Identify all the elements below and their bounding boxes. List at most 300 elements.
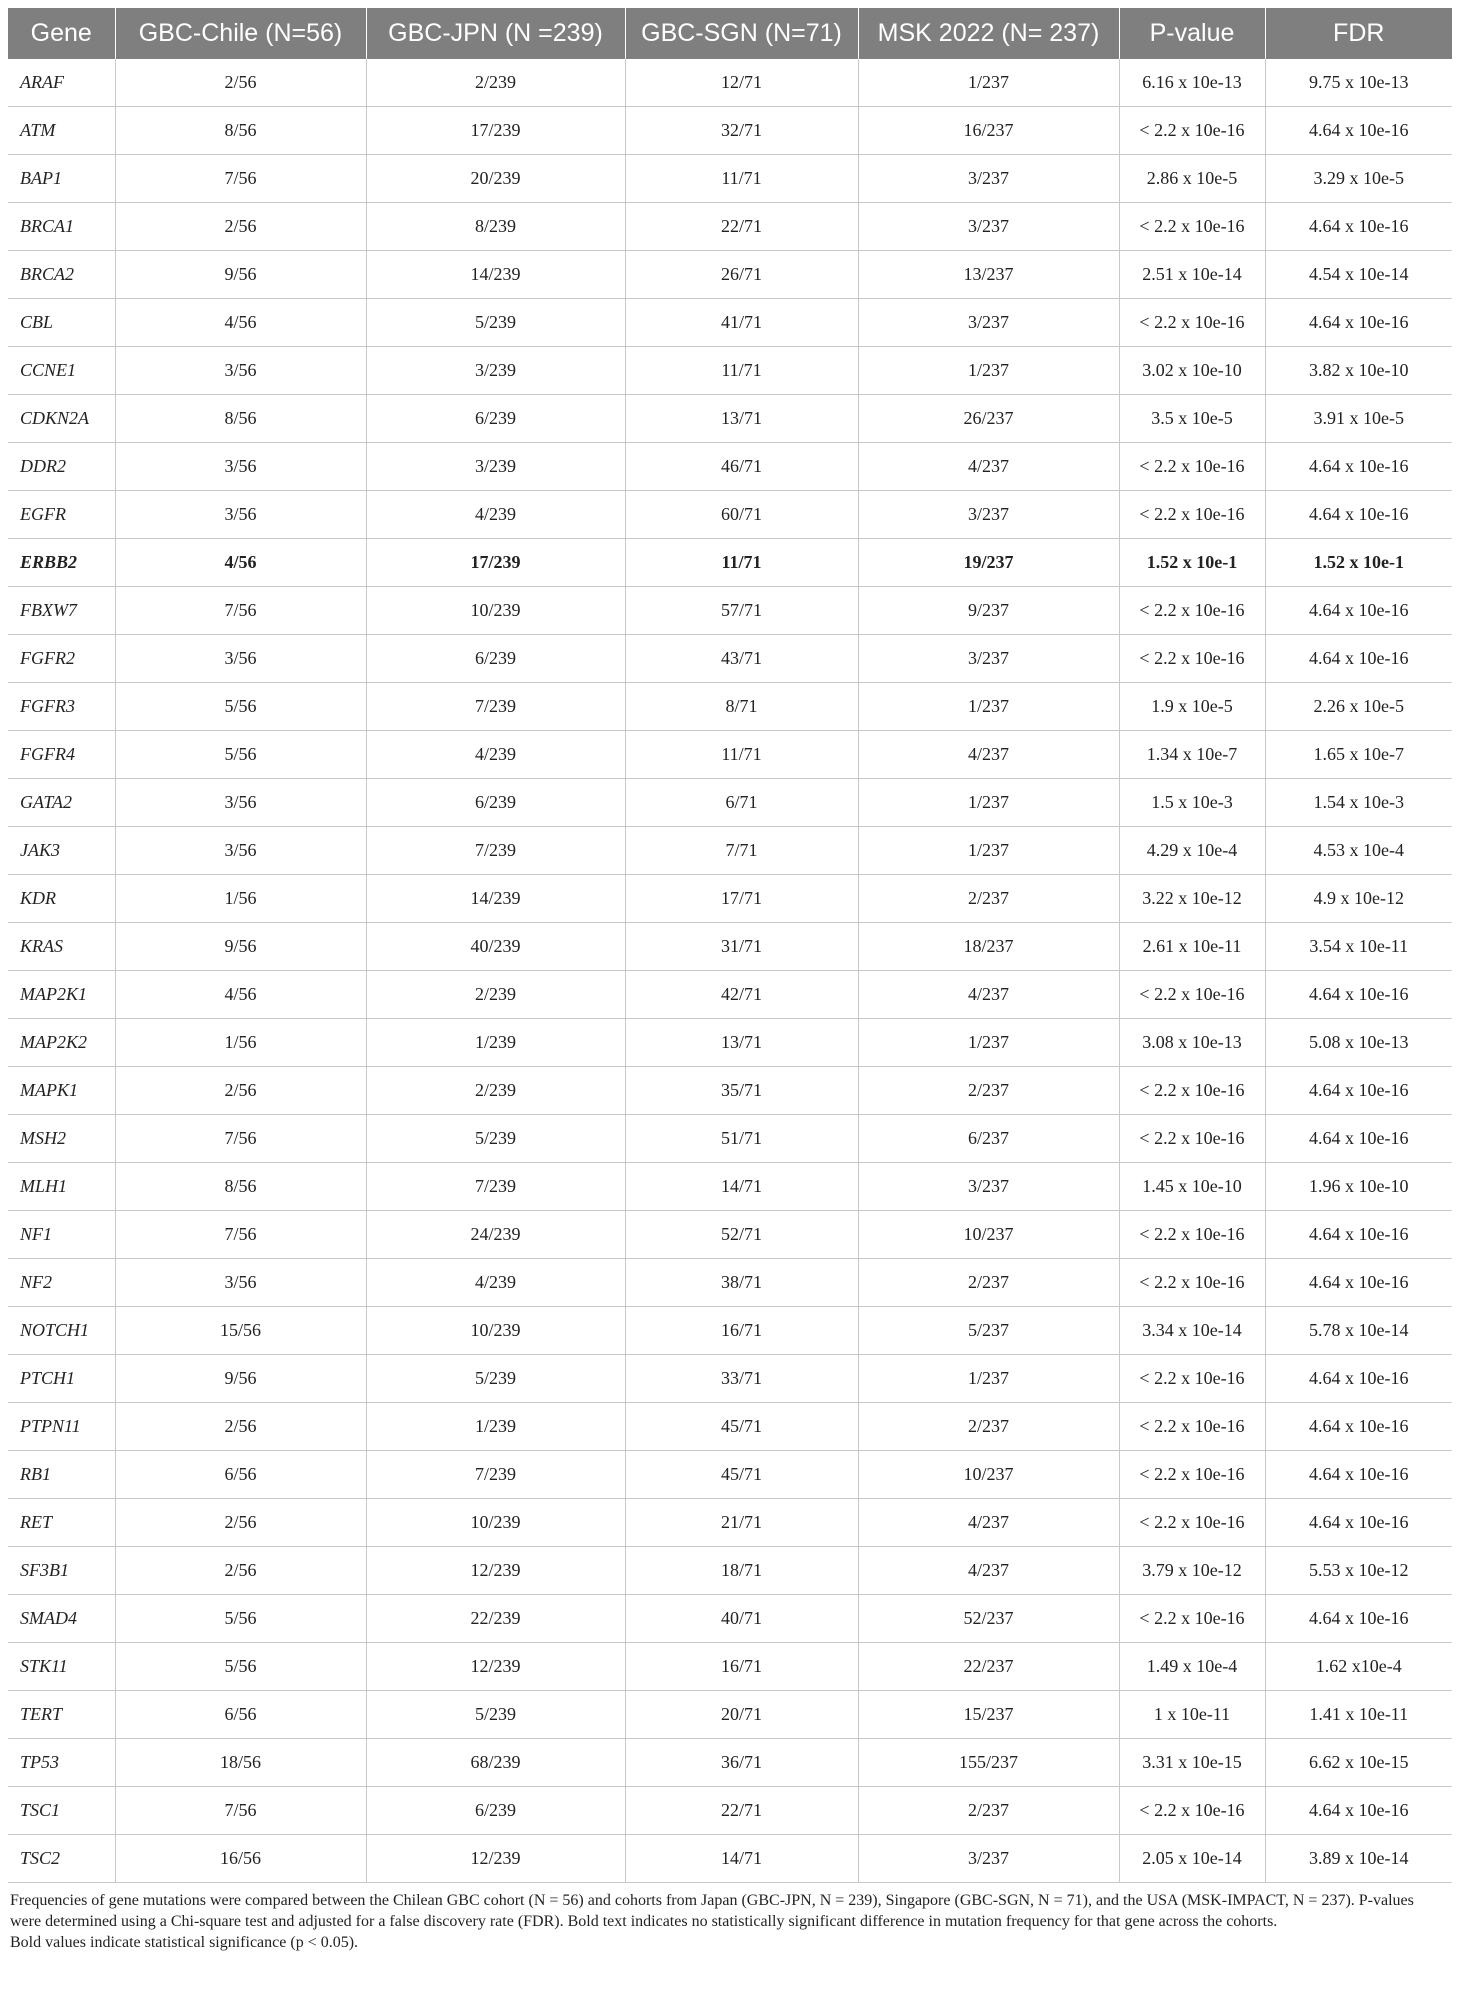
cell-gene: KRAS bbox=[8, 923, 115, 971]
cell-gbc-jpn: 4/239 bbox=[366, 731, 625, 779]
cell-gbc-chile: 7/56 bbox=[115, 1211, 366, 1259]
cell-msk-2022: 155/237 bbox=[858, 1739, 1119, 1787]
cell-p-value: < 2.2 x 10e-16 bbox=[1119, 1403, 1265, 1451]
cell-p-value: 2.61 x 10e-11 bbox=[1119, 923, 1265, 971]
table-row bbox=[8, 491, 1452, 539]
cell-gbc-chile: 8/56 bbox=[115, 395, 366, 443]
cell-gbc-chile: 7/56 bbox=[115, 587, 366, 635]
cell-gene: TSC1 bbox=[8, 1787, 115, 1835]
cell-gbc-sgn: 52/71 bbox=[625, 1211, 858, 1259]
table-row bbox=[8, 1307, 1452, 1355]
cell-msk-2022: 3/237 bbox=[858, 155, 1119, 203]
cell-gbc-jpn: 14/239 bbox=[366, 251, 625, 299]
cell-p-value: < 2.2 x 10e-16 bbox=[1119, 587, 1265, 635]
cell-gbc-jpn: 68/239 bbox=[366, 1739, 625, 1787]
cell-gene: MAP2K1 bbox=[8, 971, 115, 1019]
cell-gbc-sgn: 35/71 bbox=[625, 1067, 858, 1115]
cell-msk-2022: 3/237 bbox=[858, 299, 1119, 347]
cell-p-value: 6.16 x 10e-13 bbox=[1119, 59, 1265, 107]
cell-fdr: 4.64 x 10e-16 bbox=[1265, 1595, 1452, 1643]
cell-msk-2022: 52/237 bbox=[858, 1595, 1119, 1643]
cell-gbc-chile: 6/56 bbox=[115, 1691, 366, 1739]
cell-gene: MLH1 bbox=[8, 1163, 115, 1211]
cell-gbc-chile: 5/56 bbox=[115, 731, 366, 779]
cell-msk-2022: 26/237 bbox=[858, 395, 1119, 443]
cell-p-value: < 2.2 x 10e-16 bbox=[1119, 203, 1265, 251]
table-row bbox=[8, 923, 1452, 971]
cell-gbc-sgn: 57/71 bbox=[625, 587, 858, 635]
cell-fdr: 5.78 x 10e-14 bbox=[1265, 1307, 1452, 1355]
cell-gbc-sgn: 45/71 bbox=[625, 1451, 858, 1499]
cell-msk-2022: 2/237 bbox=[858, 1067, 1119, 1115]
cell-msk-2022: 1/237 bbox=[858, 779, 1119, 827]
cell-gene: CBL bbox=[8, 299, 115, 347]
cell-gbc-jpn: 22/239 bbox=[366, 1595, 625, 1643]
table-row bbox=[8, 1739, 1452, 1787]
cell-msk-2022: 5/237 bbox=[858, 1307, 1119, 1355]
cell-msk-2022: 22/237 bbox=[858, 1643, 1119, 1691]
cell-gene: PTPN11 bbox=[8, 1403, 115, 1451]
cell-p-value: < 2.2 x 10e-16 bbox=[1119, 1595, 1265, 1643]
cell-fdr: 3.91 x 10e-5 bbox=[1265, 395, 1452, 443]
cell-gbc-chile: 3/56 bbox=[115, 779, 366, 827]
cell-gene: RB1 bbox=[8, 1451, 115, 1499]
cell-gbc-jpn: 5/239 bbox=[366, 1115, 625, 1163]
cell-gbc-jpn: 6/239 bbox=[366, 635, 625, 683]
cell-p-value: < 2.2 x 10e-16 bbox=[1119, 1067, 1265, 1115]
cell-gene: FGFR2 bbox=[8, 635, 115, 683]
cell-gbc-chile: 1/56 bbox=[115, 1019, 366, 1067]
cell-msk-2022: 10/237 bbox=[858, 1211, 1119, 1259]
cell-msk-2022: 6/237 bbox=[858, 1115, 1119, 1163]
cell-gbc-jpn: 3/239 bbox=[366, 443, 625, 491]
cell-msk-2022: 4/237 bbox=[858, 731, 1119, 779]
cell-gene: JAK3 bbox=[8, 827, 115, 875]
cell-fdr: 4.64 x 10e-16 bbox=[1265, 1067, 1452, 1115]
cell-fdr: 5.53 x 10e-12 bbox=[1265, 1547, 1452, 1595]
table-row bbox=[8, 731, 1452, 779]
cell-p-value: 1.34 x 10e-7 bbox=[1119, 731, 1265, 779]
cell-msk-2022: 3/237 bbox=[858, 1835, 1119, 1883]
table-body bbox=[8, 59, 1452, 1883]
table-row bbox=[8, 107, 1452, 155]
cell-msk-2022: 2/237 bbox=[858, 1259, 1119, 1307]
cell-fdr: 4.9 x 10e-12 bbox=[1265, 875, 1452, 923]
cell-gene: FGFR4 bbox=[8, 731, 115, 779]
cell-gbc-jpn: 7/239 bbox=[366, 1451, 625, 1499]
cell-gbc-jpn: 3/239 bbox=[366, 347, 625, 395]
cell-gbc-sgn: 12/71 bbox=[625, 59, 858, 107]
cell-gbc-sgn: 16/71 bbox=[625, 1307, 858, 1355]
table-container bbox=[8, 8, 1452, 1953]
cell-gbc-chile: 1/56 bbox=[115, 875, 366, 923]
cell-p-value: < 2.2 x 10e-16 bbox=[1119, 635, 1265, 683]
cell-gene: DDR2 bbox=[8, 443, 115, 491]
cell-gbc-jpn: 2/239 bbox=[366, 1067, 625, 1115]
cell-msk-2022: 3/237 bbox=[858, 203, 1119, 251]
table-row bbox=[8, 59, 1452, 107]
cell-msk-2022: 10/237 bbox=[858, 1451, 1119, 1499]
cell-gbc-chile: 8/56 bbox=[115, 1163, 366, 1211]
header-fdr: FDR bbox=[1265, 8, 1452, 59]
cell-gbc-jpn: 1/239 bbox=[366, 1403, 625, 1451]
cell-gbc-jpn: 20/239 bbox=[366, 155, 625, 203]
table-row bbox=[8, 683, 1452, 731]
cell-p-value: < 2.2 x 10e-16 bbox=[1119, 299, 1265, 347]
cell-p-value: 3.5 x 10e-5 bbox=[1119, 395, 1265, 443]
cell-gbc-sgn: 45/71 bbox=[625, 1403, 858, 1451]
cell-p-value: < 2.2 x 10e-16 bbox=[1119, 1259, 1265, 1307]
cell-gbc-chile: 2/56 bbox=[115, 1547, 366, 1595]
cell-p-value: 1.52 x 10e-1 bbox=[1119, 539, 1265, 587]
cell-gbc-sgn: 17/71 bbox=[625, 875, 858, 923]
cell-gbc-jpn: 12/239 bbox=[366, 1643, 625, 1691]
table-row bbox=[8, 1211, 1452, 1259]
cell-msk-2022: 4/237 bbox=[858, 443, 1119, 491]
cell-fdr: 5.08 x 10e-13 bbox=[1265, 1019, 1452, 1067]
cell-gbc-chile: 4/56 bbox=[115, 539, 366, 587]
cell-gbc-chile: 9/56 bbox=[115, 251, 366, 299]
table-row bbox=[8, 1019, 1452, 1067]
cell-gene: CDKN2A bbox=[8, 395, 115, 443]
cell-gene: ERBB2 bbox=[8, 539, 115, 587]
cell-gbc-chile: 3/56 bbox=[115, 347, 366, 395]
cell-msk-2022: 4/237 bbox=[858, 1547, 1119, 1595]
cell-p-value: 3.34 x 10e-14 bbox=[1119, 1307, 1265, 1355]
cell-gbc-chile: 4/56 bbox=[115, 971, 366, 1019]
table-row bbox=[8, 1259, 1452, 1307]
cell-gene: BRCA1 bbox=[8, 203, 115, 251]
cell-gbc-sgn: 6/71 bbox=[625, 779, 858, 827]
cell-msk-2022: 4/237 bbox=[858, 1499, 1119, 1547]
table-row bbox=[8, 1547, 1452, 1595]
cell-gene: MAP2K2 bbox=[8, 1019, 115, 1067]
cell-gbc-chile: 3/56 bbox=[115, 635, 366, 683]
cell-gene: ARAF bbox=[8, 59, 115, 107]
table-row bbox=[8, 539, 1452, 587]
header-msk-2022: MSK 2022 (N= 237) bbox=[858, 8, 1119, 59]
cell-gbc-chile: 7/56 bbox=[115, 1115, 366, 1163]
cell-gene: KDR bbox=[8, 875, 115, 923]
cell-gbc-jpn: 12/239 bbox=[366, 1547, 625, 1595]
table-row bbox=[8, 347, 1452, 395]
cell-fdr: 3.82 x 10e-10 bbox=[1265, 347, 1452, 395]
cell-gbc-sgn: 14/71 bbox=[625, 1163, 858, 1211]
cell-fdr: 4.64 x 10e-16 bbox=[1265, 1451, 1452, 1499]
cell-gene: FGFR3 bbox=[8, 683, 115, 731]
cell-fdr: 1.52 x 10e-1 bbox=[1265, 539, 1452, 587]
cell-p-value: < 2.2 x 10e-16 bbox=[1119, 107, 1265, 155]
cell-p-value: < 2.2 x 10e-16 bbox=[1119, 1787, 1265, 1835]
cell-fdr: 3.89 x 10e-14 bbox=[1265, 1835, 1452, 1883]
cell-gbc-chile: 3/56 bbox=[115, 443, 366, 491]
cell-gbc-sgn: 18/71 bbox=[625, 1547, 858, 1595]
cell-gbc-chile: 3/56 bbox=[115, 827, 366, 875]
table-row bbox=[8, 1355, 1452, 1403]
cell-gbc-jpn: 7/239 bbox=[366, 683, 625, 731]
cell-gbc-chile: 5/56 bbox=[115, 1595, 366, 1643]
cell-msk-2022: 16/237 bbox=[858, 107, 1119, 155]
table-row bbox=[8, 1499, 1452, 1547]
cell-msk-2022: 2/237 bbox=[858, 1403, 1119, 1451]
cell-gbc-sgn: 13/71 bbox=[625, 395, 858, 443]
table-row bbox=[8, 155, 1452, 203]
cell-gbc-sgn: 11/71 bbox=[625, 347, 858, 395]
cell-gbc-jpn: 2/239 bbox=[366, 971, 625, 1019]
table-row bbox=[8, 827, 1452, 875]
cell-p-value: 2.86 x 10e-5 bbox=[1119, 155, 1265, 203]
cell-gene: SF3B1 bbox=[8, 1547, 115, 1595]
cell-fdr: 4.64 x 10e-16 bbox=[1265, 1355, 1452, 1403]
table-row bbox=[8, 1787, 1452, 1835]
cell-fdr: 4.64 x 10e-16 bbox=[1265, 971, 1452, 1019]
cell-p-value: 1.5 x 10e-3 bbox=[1119, 779, 1265, 827]
cell-fdr: 1.54 x 10e-3 bbox=[1265, 779, 1452, 827]
cell-gbc-chile: 7/56 bbox=[115, 155, 366, 203]
cell-gbc-jpn: 10/239 bbox=[366, 1307, 625, 1355]
cell-gbc-jpn: 10/239 bbox=[366, 1499, 625, 1547]
cell-gbc-jpn: 8/239 bbox=[366, 203, 625, 251]
cell-gene: TERT bbox=[8, 1691, 115, 1739]
cell-fdr: 4.64 x 10e-16 bbox=[1265, 1115, 1452, 1163]
cell-gbc-chile: 6/56 bbox=[115, 1451, 366, 1499]
cell-gbc-chile: 3/56 bbox=[115, 1259, 366, 1307]
cell-gbc-sgn: 13/71 bbox=[625, 1019, 858, 1067]
cell-msk-2022: 2/237 bbox=[858, 1787, 1119, 1835]
cell-p-value: 3.08 x 10e-13 bbox=[1119, 1019, 1265, 1067]
cell-gbc-chile: 9/56 bbox=[115, 923, 366, 971]
table-row bbox=[8, 203, 1452, 251]
cell-gbc-jpn: 5/239 bbox=[366, 1355, 625, 1403]
cell-gbc-sgn: 40/71 bbox=[625, 1595, 858, 1643]
cell-gbc-jpn: 2/239 bbox=[366, 59, 625, 107]
table-row bbox=[8, 635, 1452, 683]
table-row bbox=[8, 779, 1452, 827]
cell-gbc-sgn: 33/71 bbox=[625, 1355, 858, 1403]
cell-fdr: 3.54 x 10e-11 bbox=[1265, 923, 1452, 971]
cell-gbc-sgn: 11/71 bbox=[625, 539, 858, 587]
cell-gbc-sgn: 36/71 bbox=[625, 1739, 858, 1787]
cell-gbc-sgn: 42/71 bbox=[625, 971, 858, 1019]
cell-fdr: 4.64 x 10e-16 bbox=[1265, 1211, 1452, 1259]
table-row bbox=[8, 1451, 1452, 1499]
cell-gbc-jpn: 17/239 bbox=[366, 539, 625, 587]
header-p-value: P-value bbox=[1119, 8, 1265, 59]
table-row bbox=[8, 1403, 1452, 1451]
cell-gbc-chile: 4/56 bbox=[115, 299, 366, 347]
table-row bbox=[8, 443, 1452, 491]
cell-gbc-chile: 15/56 bbox=[115, 1307, 366, 1355]
cell-gbc-jpn: 10/239 bbox=[366, 587, 625, 635]
caption-note: Frequencies of gene mutations were compared between the Chilean GBC cohort (N = 56) and cohorts from Japan (GBC-JPN, N = 239), Singapore (GBC-SGN, N = 71), and the USA (MSK-IMPACT, N = 237). P-values were determined using a Chi-square test and adjusted for a false discovery rate (FDR). Bold text indicates no statistically significant difference in mutation frequency for that gene across the cohorts. bbox=[10, 1892, 1414, 1930]
cell-gbc-sgn: 22/71 bbox=[625, 1787, 858, 1835]
cell-fdr: 4.64 x 10e-16 bbox=[1265, 587, 1452, 635]
cell-msk-2022: 1/237 bbox=[858, 683, 1119, 731]
cell-msk-2022: 4/237 bbox=[858, 971, 1119, 1019]
cell-p-value: 3.02 x 10e-10 bbox=[1119, 347, 1265, 395]
header-gbc-jpn: GBC-JPN (N =239) bbox=[366, 8, 625, 59]
cell-gene: TSC2 bbox=[8, 1835, 115, 1883]
table-row bbox=[8, 299, 1452, 347]
table-row bbox=[8, 971, 1452, 1019]
cell-p-value: 1.49 x 10e-4 bbox=[1119, 1643, 1265, 1691]
cell-gbc-chile: 7/56 bbox=[115, 1787, 366, 1835]
cell-fdr: 4.64 x 10e-16 bbox=[1265, 299, 1452, 347]
cell-gbc-sgn: 26/71 bbox=[625, 251, 858, 299]
table-row bbox=[8, 251, 1452, 299]
header-gbc-sgn: GBC-SGN (N=71) bbox=[625, 8, 858, 59]
cell-gene: BRCA2 bbox=[8, 251, 115, 299]
table-row bbox=[8, 1067, 1452, 1115]
cell-gbc-chile: 8/56 bbox=[115, 107, 366, 155]
table-header bbox=[8, 8, 1452, 59]
table-row bbox=[8, 875, 1452, 923]
header-gbc-chile: GBC-Chile (N=56) bbox=[115, 8, 366, 59]
cell-gene: ATM bbox=[8, 107, 115, 155]
cell-gbc-sgn: 41/71 bbox=[625, 299, 858, 347]
cell-msk-2022: 2/237 bbox=[858, 875, 1119, 923]
cell-gbc-chile: 5/56 bbox=[115, 683, 366, 731]
cell-gene: TP53 bbox=[8, 1739, 115, 1787]
table-row bbox=[8, 1595, 1452, 1643]
cell-p-value: 2.05 x 10e-14 bbox=[1119, 1835, 1265, 1883]
cell-gbc-sgn: 31/71 bbox=[625, 923, 858, 971]
cell-gbc-chile: 5/56 bbox=[115, 1643, 366, 1691]
cell-gbc-sgn: 60/71 bbox=[625, 491, 858, 539]
cell-msk-2022: 1/237 bbox=[858, 347, 1119, 395]
cell-msk-2022: 1/237 bbox=[858, 827, 1119, 875]
cell-gbc-jpn: 40/239 bbox=[366, 923, 625, 971]
cell-gbc-sgn: 43/71 bbox=[625, 635, 858, 683]
cell-msk-2022: 19/237 bbox=[858, 539, 1119, 587]
cell-fdr: 4.64 x 10e-16 bbox=[1265, 635, 1452, 683]
table-row bbox=[8, 395, 1452, 443]
cell-fdr: 6.62 x 10e-15 bbox=[1265, 1739, 1452, 1787]
cell-gene: BAP1 bbox=[8, 155, 115, 203]
cell-p-value: 3.31 x 10e-15 bbox=[1119, 1739, 1265, 1787]
cell-gbc-sgn: 7/71 bbox=[625, 827, 858, 875]
cell-p-value: 2.51 x 10e-14 bbox=[1119, 251, 1265, 299]
cell-p-value: 1.45 x 10e-10 bbox=[1119, 1163, 1265, 1211]
cell-fdr: 4.64 x 10e-16 bbox=[1265, 443, 1452, 491]
table-row bbox=[8, 587, 1452, 635]
table-row bbox=[8, 1163, 1452, 1211]
cell-fdr: 2.26 x 10e-5 bbox=[1265, 683, 1452, 731]
cell-gbc-jpn: 14/239 bbox=[366, 875, 625, 923]
cell-gbc-jpn: 5/239 bbox=[366, 1691, 625, 1739]
cell-gene: NOTCH1 bbox=[8, 1307, 115, 1355]
cell-gene: MSH2 bbox=[8, 1115, 115, 1163]
cell-gbc-chile: 2/56 bbox=[115, 1403, 366, 1451]
cell-gbc-jpn: 12/239 bbox=[366, 1835, 625, 1883]
cell-fdr: 4.64 x 10e-16 bbox=[1265, 1403, 1452, 1451]
cell-gbc-sgn: 14/71 bbox=[625, 1835, 858, 1883]
cell-gene: RET bbox=[8, 1499, 115, 1547]
cell-fdr: 1.41 x 10e-11 bbox=[1265, 1691, 1452, 1739]
cell-gene: FBXW7 bbox=[8, 587, 115, 635]
cell-fdr: 4.64 x 10e-16 bbox=[1265, 1499, 1452, 1547]
cell-gbc-jpn: 6/239 bbox=[366, 1787, 625, 1835]
table-row bbox=[8, 1691, 1452, 1739]
cell-fdr: 3.29 x 10e-5 bbox=[1265, 155, 1452, 203]
cell-gbc-sgn: 46/71 bbox=[625, 443, 858, 491]
cell-msk-2022: 9/237 bbox=[858, 587, 1119, 635]
cell-msk-2022: 13/237 bbox=[858, 251, 1119, 299]
cell-gbc-jpn: 17/239 bbox=[366, 107, 625, 155]
cell-fdr: 4.64 x 10e-16 bbox=[1265, 1259, 1452, 1307]
cell-gene: NF2 bbox=[8, 1259, 115, 1307]
cell-gene: SMAD4 bbox=[8, 1595, 115, 1643]
cell-msk-2022: 1/237 bbox=[858, 1019, 1119, 1067]
cell-p-value: < 2.2 x 10e-16 bbox=[1119, 1499, 1265, 1547]
cell-gbc-jpn: 24/239 bbox=[366, 1211, 625, 1259]
cell-msk-2022: 3/237 bbox=[858, 635, 1119, 683]
cell-gbc-jpn: 1/239 bbox=[366, 1019, 625, 1067]
cell-gbc-jpn: 5/239 bbox=[366, 299, 625, 347]
table-caption bbox=[8, 1890, 1452, 1953]
cell-gbc-jpn: 6/239 bbox=[366, 395, 625, 443]
table-row bbox=[8, 1115, 1452, 1163]
cell-fdr: 4.53 x 10e-4 bbox=[1265, 827, 1452, 875]
cell-msk-2022: 3/237 bbox=[858, 1163, 1119, 1211]
header-gene: Gene bbox=[8, 8, 115, 59]
cell-gene: STK11 bbox=[8, 1643, 115, 1691]
cell-gene: MAPK1 bbox=[8, 1067, 115, 1115]
cell-gbc-jpn: 4/239 bbox=[366, 1259, 625, 1307]
cell-gbc-chile: 18/56 bbox=[115, 1739, 366, 1787]
mutation-frequency-table bbox=[8, 8, 1452, 1883]
cell-gbc-sgn: 38/71 bbox=[625, 1259, 858, 1307]
cell-p-value: 4.29 x 10e-4 bbox=[1119, 827, 1265, 875]
cell-gbc-sgn: 20/71 bbox=[625, 1691, 858, 1739]
cell-p-value: 1.9 x 10e-5 bbox=[1119, 683, 1265, 731]
cell-fdr: 1.65 x 10e-7 bbox=[1265, 731, 1452, 779]
cell-gbc-sgn: 16/71 bbox=[625, 1643, 858, 1691]
cell-gene: NF1 bbox=[8, 1211, 115, 1259]
cell-gbc-jpn: 7/239 bbox=[366, 827, 625, 875]
cell-gbc-chile: 2/56 bbox=[115, 1067, 366, 1115]
cell-gbc-chile: 2/56 bbox=[115, 59, 366, 107]
cell-gene: EGFR bbox=[8, 491, 115, 539]
cell-gbc-chile: 16/56 bbox=[115, 1835, 366, 1883]
cell-gbc-chile: 2/56 bbox=[115, 1499, 366, 1547]
cell-gbc-sgn: 32/71 bbox=[625, 107, 858, 155]
cell-fdr: 4.64 x 10e-16 bbox=[1265, 107, 1452, 155]
cell-gbc-jpn: 4/239 bbox=[366, 491, 625, 539]
cell-msk-2022: 1/237 bbox=[858, 1355, 1119, 1403]
cell-fdr: 4.64 x 10e-16 bbox=[1265, 491, 1452, 539]
cell-fdr: 1.96 x 10e-10 bbox=[1265, 1163, 1452, 1211]
cell-fdr: 4.64 x 10e-16 bbox=[1265, 1787, 1452, 1835]
cell-gbc-sgn: 11/71 bbox=[625, 155, 858, 203]
cell-gbc-sgn: 51/71 bbox=[625, 1115, 858, 1163]
cell-p-value: < 2.2 x 10e-16 bbox=[1119, 1115, 1265, 1163]
cell-p-value: < 2.2 x 10e-16 bbox=[1119, 1355, 1265, 1403]
cell-gbc-sgn: 8/71 bbox=[625, 683, 858, 731]
cell-gbc-jpn: 7/239 bbox=[366, 1163, 625, 1211]
cell-fdr: 9.75 x 10e-13 bbox=[1265, 59, 1452, 107]
cell-p-value: < 2.2 x 10e-16 bbox=[1119, 443, 1265, 491]
cell-gbc-sgn: 21/71 bbox=[625, 1499, 858, 1547]
cell-gbc-sgn: 22/71 bbox=[625, 203, 858, 251]
cell-gbc-chile: 9/56 bbox=[115, 1355, 366, 1403]
cell-fdr: 4.54 x 10e-14 bbox=[1265, 251, 1452, 299]
cell-gbc-jpn: 6/239 bbox=[366, 779, 625, 827]
cell-p-value: < 2.2 x 10e-16 bbox=[1119, 971, 1265, 1019]
cell-msk-2022: 18/237 bbox=[858, 923, 1119, 971]
cell-p-value: 3.79 x 10e-12 bbox=[1119, 1547, 1265, 1595]
cell-msk-2022: 15/237 bbox=[858, 1691, 1119, 1739]
